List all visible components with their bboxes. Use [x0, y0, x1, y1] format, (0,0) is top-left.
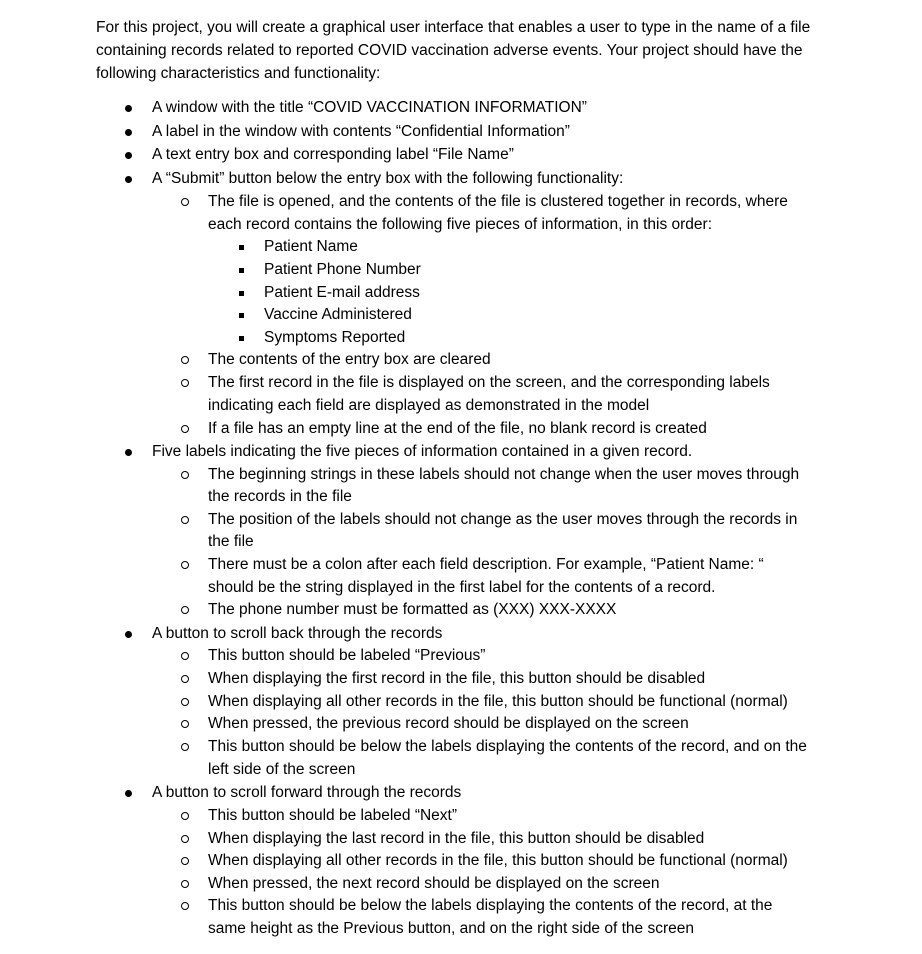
bullet-circle-icon [177, 349, 193, 371]
next-sub-item: This button should be labeled “Next” [208, 807, 458, 824]
bullet-dot-icon [120, 144, 136, 166]
field-item: Patient E-mail address [264, 284, 420, 301]
bullet-circle-icon [177, 599, 193, 621]
bullet-circle-icon [177, 850, 193, 872]
item-label-confidential: A label in the window with contents “Confidential Information” [152, 123, 570, 140]
bullet-circle-icon [177, 805, 193, 827]
prev-sub-item-cont: left side of the screen [208, 761, 356, 778]
submit-sub-item: The contents of the entry box are cleared [208, 351, 491, 368]
item-window-title: A window with the title “COVID VACCINATION INFORMATION” [152, 99, 587, 116]
labels-sub-item: The position of the labels should not change as the user moves through the records in [208, 511, 798, 528]
prev-sub-item: When pressed, the previous record should be displayed on the screen [208, 715, 689, 732]
labels-sub-item: The beginning strings in these labels should not change when the user moves through [208, 466, 800, 483]
bullet-circle-icon [177, 828, 193, 850]
bullet-circle-icon [177, 873, 193, 895]
field-item: Vaccine Administered [264, 306, 412, 323]
intro-paragraph: For this project, you will create a graphical user interface that enables a user to type in the name of a file containing records related to reported COVID vaccination adverse events. Your project should have the following characteristics and functionality: [96, 19, 811, 82]
bullet-circle-icon [177, 464, 193, 486]
prev-sub-item: This button should be below the labels displaying the contents of the record, and on the [208, 738, 807, 755]
bullet-circle-icon [177, 668, 193, 690]
bullet-square-icon [233, 259, 249, 281]
bullet-square-icon [233, 236, 249, 258]
bullet-square-icon [233, 327, 249, 349]
next-sub-item: When displaying the last record in the file, this button should be disabled [208, 830, 705, 847]
submit-sub-item: The first record in the file is displayed on the screen, and the corresponding labels [208, 374, 770, 391]
next-sub-item: When displaying all other records in the file, this button should be functional (normal) [208, 852, 788, 869]
submit-sub-item-cont: indicating each field are displayed as demonstrated in the model [208, 397, 650, 414]
bullet-dot-icon [120, 782, 136, 804]
labels-sub-item-cont: the file [208, 533, 254, 550]
bullet-circle-icon [177, 372, 193, 394]
field-item: Symptoms Reported [264, 329, 406, 346]
next-sub-item: This button should be below the labels displaying the contents of the record, at the [208, 897, 773, 914]
bullet-circle-icon [177, 645, 193, 667]
prev-sub-item: When displaying the first record in the file, this button should be disabled [208, 670, 706, 687]
field-item: Patient Name [264, 238, 358, 255]
bullet-dot-icon [120, 623, 136, 645]
bullet-dot-icon [120, 121, 136, 143]
bullet-square-icon [233, 282, 249, 304]
labels-sub-item-cont: should be the string displayed in the first label for the contents of a record. [208, 579, 716, 596]
submit-sub-item-cont: each record contains the following five pieces of information, in this order: [208, 216, 713, 233]
bullet-circle-icon [177, 736, 193, 758]
submit-sub-item: The file is opened, and the contents of the file is clustered together in records, where [208, 193, 788, 210]
item-next-button: A button to scroll forward through the records [152, 784, 462, 801]
item-entry-box: A text entry box and corresponding label “File Name” [152, 146, 514, 163]
next-sub-item: When pressed, the next record should be displayed on the screen [208, 875, 660, 892]
bullet-dot-icon [120, 441, 136, 463]
labels-sub-item: The phone number must be formatted as (XXX) XXX-XXXX [208, 601, 617, 618]
item-submit-button: A “Submit” button below the entry box with the following functionality: [152, 170, 624, 187]
prev-sub-item: When displaying all other records in the file, this button should be functional (normal) [208, 693, 788, 710]
bullet-circle-icon [177, 713, 193, 735]
bullet-circle-icon [177, 554, 193, 576]
bullet-circle-icon [177, 191, 193, 213]
item-prev-button: A button to scroll back through the records [152, 625, 443, 642]
next-sub-item-cont: same height as the Previous button, and on the right side of the screen [208, 920, 694, 937]
bullet-circle-icon [177, 895, 193, 917]
bullet-square-icon [233, 304, 249, 326]
item-five-labels: Five labels indicating the five pieces of information contained in a given record. [152, 443, 693, 460]
field-item: Patient Phone Number [264, 261, 421, 278]
prev-sub-item: This button should be labeled “Previous” [208, 647, 486, 664]
bullet-dot-icon [120, 97, 136, 119]
labels-sub-item-cont: the records in the file [208, 488, 352, 505]
bullet-circle-icon [177, 691, 193, 713]
bullet-circle-icon [177, 418, 193, 440]
labels-sub-item: There must be a colon after each field description. For example, “Patient Name: “ [208, 556, 764, 573]
submit-sub-item: If a file has an empty line at the end of the file, no blank record is created [208, 420, 707, 437]
bullet-dot-icon [120, 168, 136, 190]
bullet-circle-icon [177, 509, 193, 531]
